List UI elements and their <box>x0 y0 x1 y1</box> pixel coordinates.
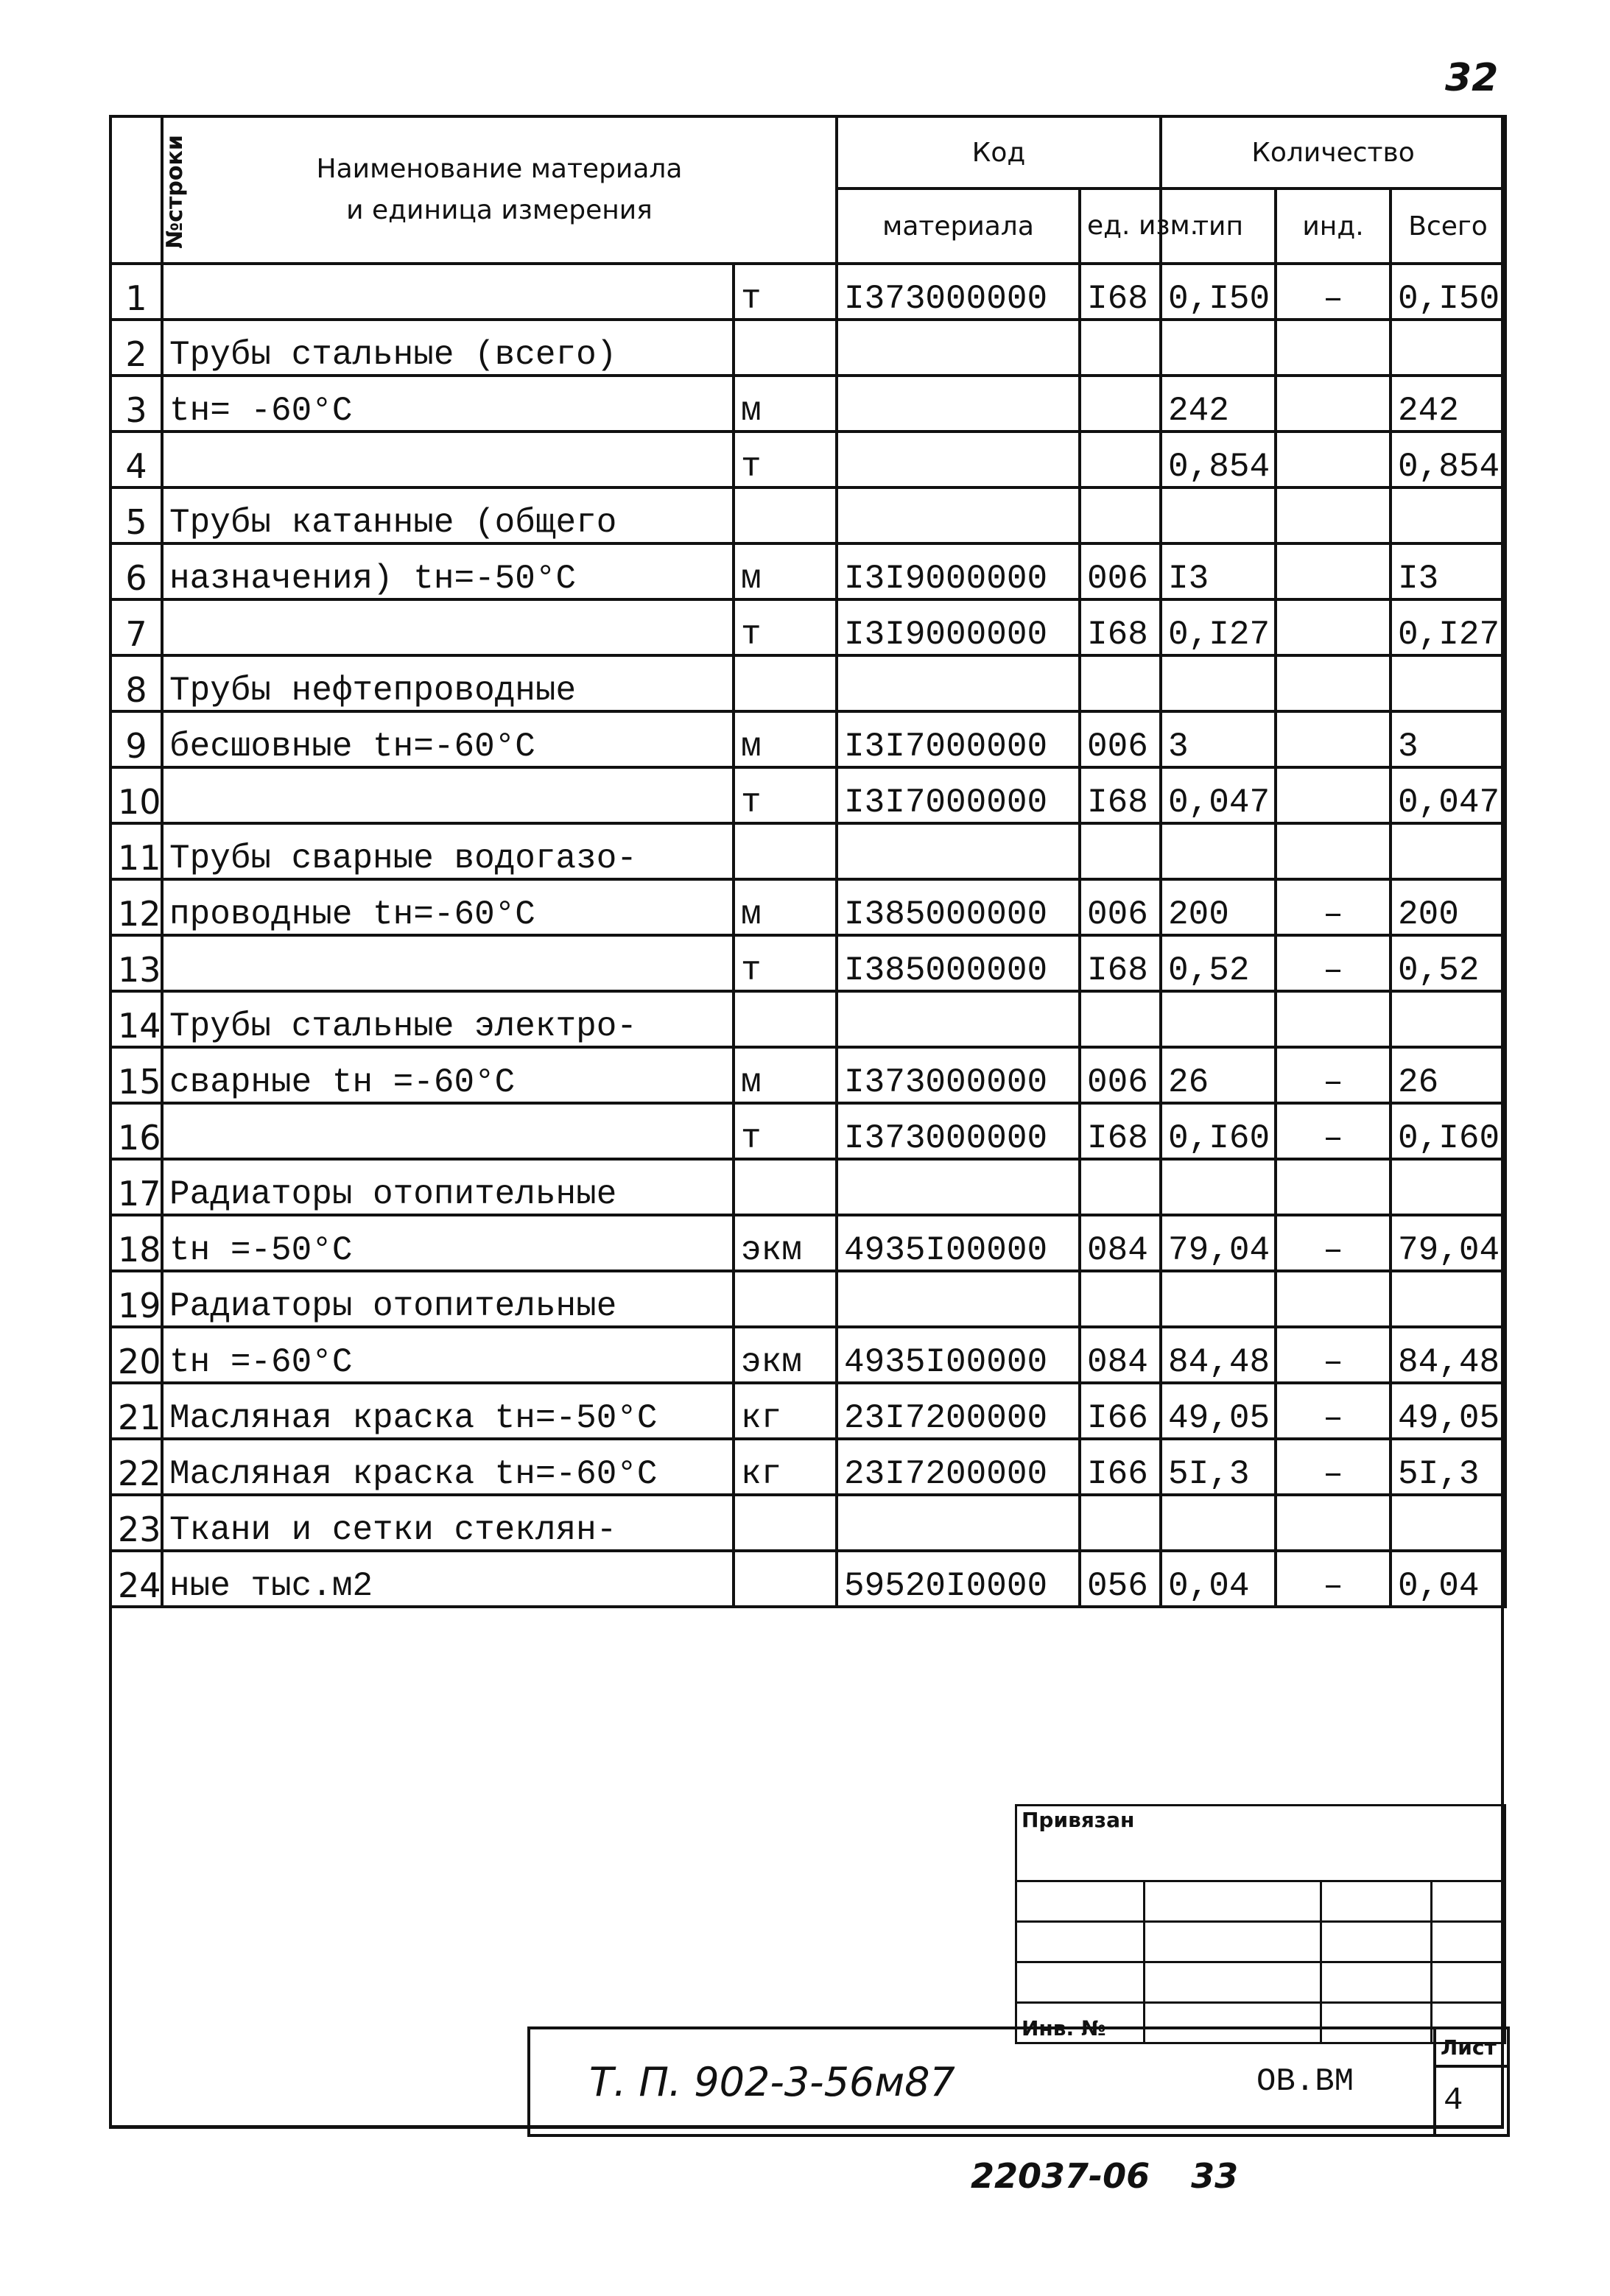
material-name <box>162 264 734 320</box>
unit-code: I68 <box>1080 264 1161 320</box>
material-name: tн= -60°С <box>162 376 734 432</box>
stamp-cell <box>1145 1922 1321 1962</box>
sheet-number: 4 <box>1435 2066 1508 2135</box>
quantity-total: 200 <box>1391 879 1505 935</box>
quantity-individual <box>1276 823 1391 879</box>
unit-of-measure <box>734 487 837 543</box>
material-code <box>837 823 1080 879</box>
unit-code <box>1080 991 1161 1047</box>
quantity-type: 0,04 <box>1161 1551 1276 1607</box>
quantity-type: 3 <box>1161 711 1276 767</box>
quantity-individual: – <box>1276 1551 1391 1607</box>
unit-of-measure: м <box>734 879 837 935</box>
table-row <box>110 1159 1505 1215</box>
material-code: 4935I00000 <box>837 1215 1080 1271</box>
header-type: тип <box>1161 189 1276 264</box>
quantity-total <box>1391 487 1505 543</box>
row-number: 23 <box>110 1495 162 1551</box>
stamp-cell <box>1321 1881 1432 1922</box>
table-row <box>110 1327 1505 1383</box>
quantity-total: 0,854 <box>1391 432 1505 487</box>
quantity-type: 0,I60 <box>1161 1103 1276 1159</box>
quantity-type: 0,854 <box>1161 432 1276 487</box>
row-number: 12 <box>110 879 162 935</box>
unit-of-measure <box>734 1551 837 1607</box>
row-number: 17 <box>110 1159 162 1215</box>
stamp-cell <box>1145 1962 1321 2003</box>
material-name <box>162 935 734 991</box>
material-code: 23I7200000 <box>837 1439 1080 1495</box>
document-mark: ОВ.ВМ <box>1177 2028 1435 2135</box>
stamp-cell <box>1432 1881 1505 1922</box>
unit-of-measure <box>734 655 837 711</box>
material-name <box>162 599 734 655</box>
quantity-total: 242 <box>1391 376 1505 432</box>
material-name: Масляная краска tн=-50°С <box>162 1383 734 1439</box>
material-code <box>837 487 1080 543</box>
quantity-type: 84,48 <box>1161 1327 1276 1383</box>
unit-code <box>1080 823 1161 879</box>
header-total: Всего <box>1391 189 1505 264</box>
quantity-individual <box>1276 655 1391 711</box>
unit-of-measure: экм <box>734 1327 837 1383</box>
quantity-individual <box>1276 432 1391 487</box>
material-code: I373000000 <box>837 1047 1080 1103</box>
stamp-cell <box>1321 1962 1432 2003</box>
quantity-total <box>1391 320 1505 376</box>
table-row <box>110 991 1505 1047</box>
material-code: I3I9000000 <box>837 599 1080 655</box>
material-name: Трубы нефтепроводные <box>162 655 734 711</box>
table-row <box>110 1551 1505 1607</box>
row-number: 2 <box>110 320 162 376</box>
quantity-total: 0,I60 <box>1391 1103 1505 1159</box>
material-code <box>837 376 1080 432</box>
header-row-no: №строки <box>110 116 162 264</box>
unit-code: 006 <box>1080 543 1161 599</box>
table-row <box>110 543 1505 599</box>
material-name: проводные tн=-60°С <box>162 879 734 935</box>
unit-of-measure <box>734 320 837 376</box>
unit-of-measure: м <box>734 376 837 432</box>
unit-of-measure <box>734 823 837 879</box>
table-row <box>110 432 1505 487</box>
stamp-inv-label: Инв. № <box>1016 2003 1145 2043</box>
quantity-individual: – <box>1276 1215 1391 1271</box>
quantity-type: 0,I27 <box>1161 599 1276 655</box>
quantity-individual: – <box>1276 264 1391 320</box>
quantity-individual <box>1276 1159 1391 1215</box>
header-material: материала <box>837 189 1080 264</box>
quantity-total: 5I,3 <box>1391 1439 1505 1495</box>
quantity-individual <box>1276 711 1391 767</box>
sheet-label: Лист <box>1435 2028 1508 2066</box>
unit-of-measure: м <box>734 711 837 767</box>
quantity-individual: – <box>1276 879 1391 935</box>
material-code: 23I7200000 <box>837 1383 1080 1439</box>
material-code: 4935I00000 <box>837 1327 1080 1383</box>
row-number: 22 <box>110 1439 162 1495</box>
unit-code: I68 <box>1080 1103 1161 1159</box>
stamp-cell <box>1321 1922 1432 1962</box>
table-row <box>110 655 1505 711</box>
row-number: 13 <box>110 935 162 991</box>
header-name-line1: Наименование материала <box>316 154 683 185</box>
table-row <box>110 1495 1505 1551</box>
unit-code: I68 <box>1080 767 1161 823</box>
unit-code <box>1080 487 1161 543</box>
material-name <box>162 767 734 823</box>
quantity-total <box>1391 655 1505 711</box>
quantity-type: 0,047 <box>1161 767 1276 823</box>
quantity-individual: – <box>1276 1327 1391 1383</box>
unit-of-measure: кг <box>734 1383 837 1439</box>
material-name: ные тыс.м2 <box>162 1551 734 1607</box>
material-code <box>837 320 1080 376</box>
unit-of-measure <box>734 1495 837 1551</box>
row-number: 5 <box>110 487 162 543</box>
material-code <box>837 1495 1080 1551</box>
quantity-total: 0,I27 <box>1391 599 1505 655</box>
material-name <box>162 1103 734 1159</box>
footer-note <box>971 2156 1238 2196</box>
page-number: 32 <box>1445 56 1499 100</box>
quantity-type: 0,52 <box>1161 935 1276 991</box>
unit-of-measure: т <box>734 767 837 823</box>
quantity-total <box>1391 1271 1505 1327</box>
table-row <box>110 935 1505 991</box>
unit-of-measure: т <box>734 432 837 487</box>
quantity-individual: – <box>1276 1047 1391 1103</box>
table-row <box>110 599 1505 655</box>
row-number: 18 <box>110 1215 162 1271</box>
quantity-total <box>1391 823 1505 879</box>
material-code: I373000000 <box>837 1103 1080 1159</box>
unit-of-measure <box>734 1159 837 1215</box>
unit-code <box>1080 655 1161 711</box>
unit-code <box>1080 320 1161 376</box>
row-number: 16 <box>110 1103 162 1159</box>
row-number: 3 <box>110 376 162 432</box>
quantity-type <box>1161 991 1276 1047</box>
table-row <box>110 264 1505 320</box>
page-reference: 33 <box>1191 2156 1239 2196</box>
unit-of-measure <box>734 1271 837 1327</box>
material-name: Масляная краска tн=-60°С <box>162 1439 734 1495</box>
quantity-type: I3 <box>1161 543 1276 599</box>
quantity-total: 84,48 <box>1391 1327 1505 1383</box>
row-number: 15 <box>110 1047 162 1103</box>
unit-code <box>1080 432 1161 487</box>
unit-code: 084 <box>1080 1327 1161 1383</box>
table-row <box>110 487 1505 543</box>
material-code <box>837 1271 1080 1327</box>
unit-of-measure: кг <box>734 1439 837 1495</box>
material-name: сварные tн =-60°С <box>162 1047 734 1103</box>
stamp-cell <box>1016 1881 1145 1922</box>
row-number: 11 <box>110 823 162 879</box>
stamp-cell <box>1016 1962 1145 2003</box>
order-number: 22037-06 <box>971 2156 1150 2196</box>
unit-of-measure: т <box>734 935 837 991</box>
unit-of-measure: т <box>734 1103 837 1159</box>
material-name: Трубы стальные (всего) <box>162 320 734 376</box>
quantity-total: 49,05 <box>1391 1383 1505 1439</box>
quantity-total: 0,I50 <box>1391 264 1505 320</box>
quantity-individual: – <box>1276 935 1391 991</box>
material-code: I385000000 <box>837 879 1080 935</box>
quantity-individual: – <box>1276 1103 1391 1159</box>
material-code <box>837 991 1080 1047</box>
quantity-type <box>1161 320 1276 376</box>
unit-code: I68 <box>1080 935 1161 991</box>
unit-code <box>1080 1159 1161 1215</box>
quantity-type: 200 <box>1161 879 1276 935</box>
row-number: 9 <box>110 711 162 767</box>
table-row <box>110 823 1505 879</box>
material-name: назначения) tн=-50°С <box>162 543 734 599</box>
unit-code: I66 <box>1080 1383 1161 1439</box>
quantity-individual <box>1276 599 1391 655</box>
material-name: Трубы катанные (общего <box>162 487 734 543</box>
header-name <box>162 116 837 264</box>
stamp-cell <box>1016 1922 1145 1962</box>
quantity-individual <box>1276 320 1391 376</box>
unit-code <box>1080 376 1161 432</box>
material-code: I3I9000000 <box>837 543 1080 599</box>
row-number: 24 <box>110 1551 162 1607</box>
table-row <box>110 1215 1505 1271</box>
material-code <box>837 432 1080 487</box>
table-row <box>110 711 1505 767</box>
unit-code <box>1080 1495 1161 1551</box>
quantity-type: 79,04 <box>1161 1215 1276 1271</box>
quantity-total: 3 <box>1391 711 1505 767</box>
quantity-individual <box>1276 1495 1391 1551</box>
binding-stamp <box>1015 1804 1506 2044</box>
quantity-individual: – <box>1276 1383 1391 1439</box>
unit-of-measure <box>734 991 837 1047</box>
quantity-total: 26 <box>1391 1047 1505 1103</box>
header-unit: ед. изм. <box>1080 189 1161 264</box>
quantity-individual <box>1276 487 1391 543</box>
stamp-bound-label: Привязан <box>1016 1806 1505 1881</box>
quantity-type: 26 <box>1161 1047 1276 1103</box>
row-number: 6 <box>110 543 162 599</box>
unit-code: 006 <box>1080 711 1161 767</box>
quantity-type <box>1161 823 1276 879</box>
row-number: 7 <box>110 599 162 655</box>
row-number: 4 <box>110 432 162 487</box>
quantity-type <box>1161 1159 1276 1215</box>
unit-of-measure: экм <box>734 1215 837 1271</box>
header-quantity: Количество <box>1161 116 1505 189</box>
quantity-total <box>1391 991 1505 1047</box>
row-number: 19 <box>110 1271 162 1327</box>
table-row <box>110 1047 1505 1103</box>
quantity-type: 49,05 <box>1161 1383 1276 1439</box>
quantity-individual <box>1276 991 1391 1047</box>
material-code: I373000000 <box>837 264 1080 320</box>
quantity-total: 0,047 <box>1391 767 1505 823</box>
material-name: Радиаторы отопительные <box>162 1159 734 1215</box>
unit-code: I66 <box>1080 1439 1161 1495</box>
material-name: tн =-50°С <box>162 1215 734 1271</box>
row-number: 21 <box>110 1383 162 1439</box>
quantity-type <box>1161 1271 1276 1327</box>
table-row <box>110 767 1505 823</box>
row-number: 1 <box>110 264 162 320</box>
quantity-type <box>1161 1495 1276 1551</box>
stamp-cell <box>1432 1962 1505 2003</box>
unit-of-measure: т <box>734 599 837 655</box>
material-code: 59520I0000 <box>837 1551 1080 1607</box>
table-row <box>110 376 1505 432</box>
quantity-type <box>1161 487 1276 543</box>
row-number: 14 <box>110 991 162 1047</box>
material-name: Трубы сварные водогазо- <box>162 823 734 879</box>
quantity-type: 5I,3 <box>1161 1439 1276 1495</box>
row-number: 8 <box>110 655 162 711</box>
document-code: Т. П. 902-3-56м87 <box>529 2028 1177 2135</box>
quantity-type <box>1161 655 1276 711</box>
table-row <box>110 1439 1505 1495</box>
quantity-total: 0,04 <box>1391 1551 1505 1607</box>
material-name: бесшовные tн=-60°С <box>162 711 734 767</box>
unit-code: 006 <box>1080 1047 1161 1103</box>
unit-code <box>1080 1271 1161 1327</box>
title-block <box>527 2026 1510 2137</box>
header-ind: инд. <box>1276 189 1391 264</box>
row-number: 10 <box>110 767 162 823</box>
unit-code: I68 <box>1080 599 1161 655</box>
quantity-total: 79,04 <box>1391 1215 1505 1271</box>
table-row <box>110 320 1505 376</box>
unit-of-measure: м <box>734 543 837 599</box>
stamp-cell <box>1432 1922 1505 1962</box>
material-code <box>837 655 1080 711</box>
table-row <box>110 879 1505 935</box>
unit-code: 084 <box>1080 1215 1161 1271</box>
material-code: I385000000 <box>837 935 1080 991</box>
unit-of-measure: м <box>734 1047 837 1103</box>
material-code: I3I7000000 <box>837 711 1080 767</box>
material-name <box>162 432 734 487</box>
quantity-total: 0,52 <box>1391 935 1505 991</box>
quantity-individual <box>1276 543 1391 599</box>
material-code: I3I7000000 <box>837 767 1080 823</box>
quantity-type: 0,I50 <box>1161 264 1276 320</box>
quantity-individual <box>1276 1271 1391 1327</box>
unit-code: 006 <box>1080 879 1161 935</box>
material-name: Трубы стальные электро- <box>162 991 734 1047</box>
material-name: tн =-60°С <box>162 1327 734 1383</box>
quantity-individual <box>1276 376 1391 432</box>
table-row <box>110 1383 1505 1439</box>
materials-table <box>109 115 1507 1608</box>
quantity-total <box>1391 1495 1505 1551</box>
unit-of-measure: т <box>734 264 837 320</box>
quantity-individual <box>1276 767 1391 823</box>
stamp-cell <box>1145 1881 1321 1922</box>
material-code <box>837 1159 1080 1215</box>
quantity-individual: – <box>1276 1439 1391 1495</box>
quantity-type: 242 <box>1161 376 1276 432</box>
table-row <box>110 1103 1505 1159</box>
material-name: Радиаторы отопительные <box>162 1271 734 1327</box>
table-row <box>110 1271 1505 1327</box>
header-name-line2: и единица измерения <box>346 195 653 225</box>
quantity-total: I3 <box>1391 543 1505 599</box>
material-name: Ткани и сетки стеклян- <box>162 1495 734 1551</box>
quantity-total <box>1391 1159 1505 1215</box>
row-number: 20 <box>110 1327 162 1383</box>
unit-code: 056 <box>1080 1551 1161 1607</box>
header-code: Код <box>837 116 1161 189</box>
